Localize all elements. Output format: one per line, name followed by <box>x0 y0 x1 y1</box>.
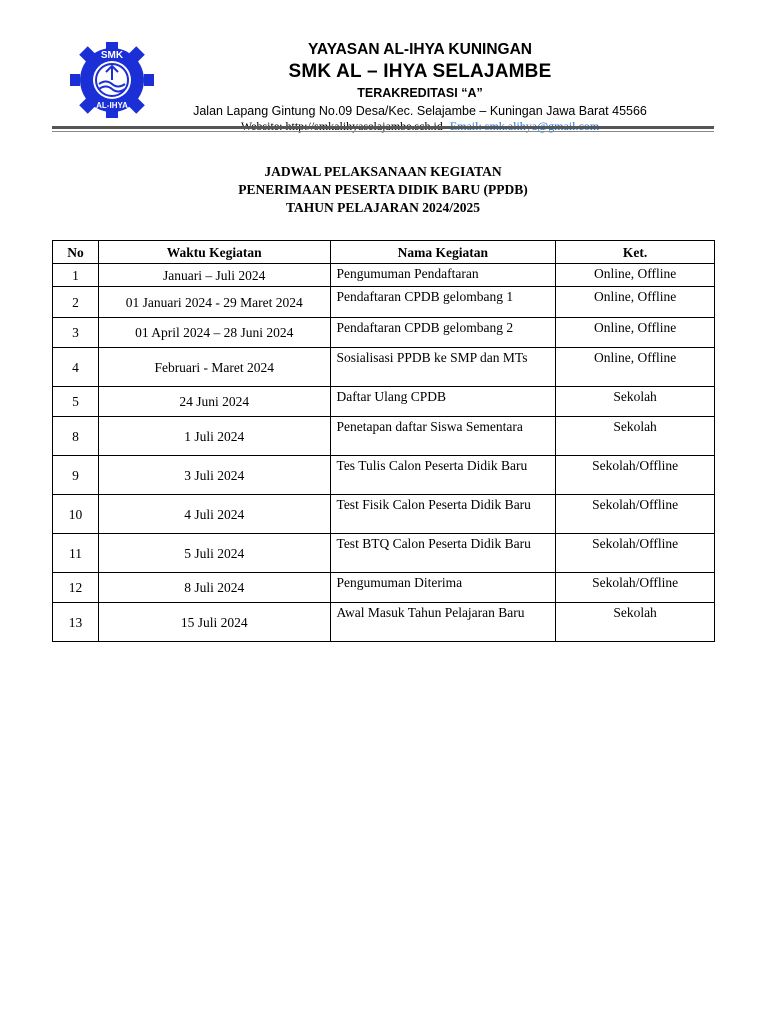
cell-time: 4 Juli 2024 <box>98 495 330 534</box>
cell-time: 5 Juli 2024 <box>98 534 330 573</box>
header-ket: Ket. <box>556 241 715 264</box>
school-name: SMK AL – IHYA SELAJAMBE <box>288 61 552 82</box>
logo-bottom-text: AL-IHYA <box>96 101 128 110</box>
cell-time: 8 Juli 2024 <box>98 573 330 603</box>
title-line-1: JADWAL PELAKSANAAN KEGIATAN <box>264 164 502 179</box>
cell-name: Test BTQ Calon Peserta Didik Baru <box>330 534 556 573</box>
table-row <box>53 417 715 456</box>
cell-no: 1 <box>53 264 99 287</box>
table-row <box>53 495 715 534</box>
accreditation: TERAKREDITASI “A” <box>357 86 483 100</box>
table-row <box>53 534 715 573</box>
cell-name: Pengumuman Pendaftaran <box>330 264 556 287</box>
table-row <box>53 287 715 318</box>
logo-top-text: SMK <box>100 50 124 61</box>
cell-time: Februari - Maret 2024 <box>98 348 330 387</box>
header-no: No <box>53 241 99 264</box>
cell-ket: Sekolah <box>556 417 715 456</box>
cell-time: 15 Juli 2024 <box>98 603 330 642</box>
cell-ket: Online, Offline <box>556 348 715 387</box>
cell-ket: Sekolah <box>556 603 715 642</box>
cell-time: 24 Juni 2024 <box>98 387 330 417</box>
cell-no: 5 <box>53 387 99 417</box>
cell-time: 01 Januari 2024 - 29 Maret 2024 <box>98 287 330 318</box>
title-line-2: PENERIMAAN PESERTA DIDIK BARU (PPDB) <box>238 182 528 197</box>
cell-ket: Online, Offline <box>556 287 715 318</box>
cell-name: Pendaftaran CPDB gelombang 2 <box>330 318 556 348</box>
cell-name: Sosialisasi PPDB ke SMP dan MTs <box>330 348 556 387</box>
cell-ket: Online, Offline <box>556 264 715 287</box>
table-row <box>53 348 715 387</box>
title-line-3: TAHUN PELAJARAN 2024/2025 <box>285 200 480 215</box>
cell-no: 13 <box>53 603 99 642</box>
cell-no: 3 <box>53 318 99 348</box>
cell-name: Test Fisik Calon Peserta Didik Baru <box>330 495 556 534</box>
table-row <box>53 573 715 603</box>
cell-ket: Sekolah/Offline <box>556 495 715 534</box>
cell-no: 8 <box>53 417 99 456</box>
cell-time: 01 April 2024 – 28 Juni 2024 <box>98 318 330 348</box>
cell-time: 3 Juli 2024 <box>98 456 330 495</box>
table-row <box>53 318 715 348</box>
cell-ket: Sekolah <box>556 387 715 417</box>
cell-no: 11 <box>53 534 99 573</box>
cell-no: 4 <box>53 348 99 387</box>
cell-no: 2 <box>53 287 99 318</box>
cell-name: Awal Masuk Tahun Pelajaran Baru <box>330 603 556 642</box>
header-divider-thin <box>52 131 714 132</box>
cell-ket: Sekolah/Offline <box>556 456 715 495</box>
cell-time: 1 Juli 2024 <box>98 417 330 456</box>
table-row <box>53 387 715 417</box>
cell-ket: Sekolah/Offline <box>556 573 715 603</box>
cell-no: 9 <box>53 456 99 495</box>
organization-name: YAYASAN AL-IHYA KUNINGAN <box>308 41 532 58</box>
cell-name: Daftar Ulang CPDB <box>330 387 556 417</box>
header-divider-thick <box>52 126 714 129</box>
header-name: Nama Kegiatan <box>330 241 556 264</box>
cell-ket: Online, Offline <box>556 318 715 348</box>
school-logo-icon <box>62 42 162 118</box>
table-row <box>53 456 715 495</box>
cell-name: Pengumuman Diterima <box>330 573 556 603</box>
cell-name: Pendaftaran CPDB gelombang 1 <box>330 287 556 318</box>
document-title <box>52 163 714 217</box>
header-time: Waktu Kegiatan <box>98 241 330 264</box>
cell-no: 12 <box>53 573 99 603</box>
cell-time: Januari – Juli 2024 <box>98 264 330 287</box>
letterhead <box>170 40 670 134</box>
table-header-row <box>53 241 715 264</box>
cell-no: 10 <box>53 495 99 534</box>
cell-name: Penetapan daftar Siswa Sementara <box>330 417 556 456</box>
address: Jalan Lapang Gintung No.09 Desa/Kec. Selajambe – Kuningan Jawa Barat 45566 <box>193 104 647 118</box>
cell-name: Tes Tulis Calon Peserta Didik Baru <box>330 456 556 495</box>
schedule-table <box>52 240 715 642</box>
table-row <box>53 264 715 287</box>
table-row <box>53 603 715 642</box>
cell-ket: Sekolah/Offline <box>556 534 715 573</box>
